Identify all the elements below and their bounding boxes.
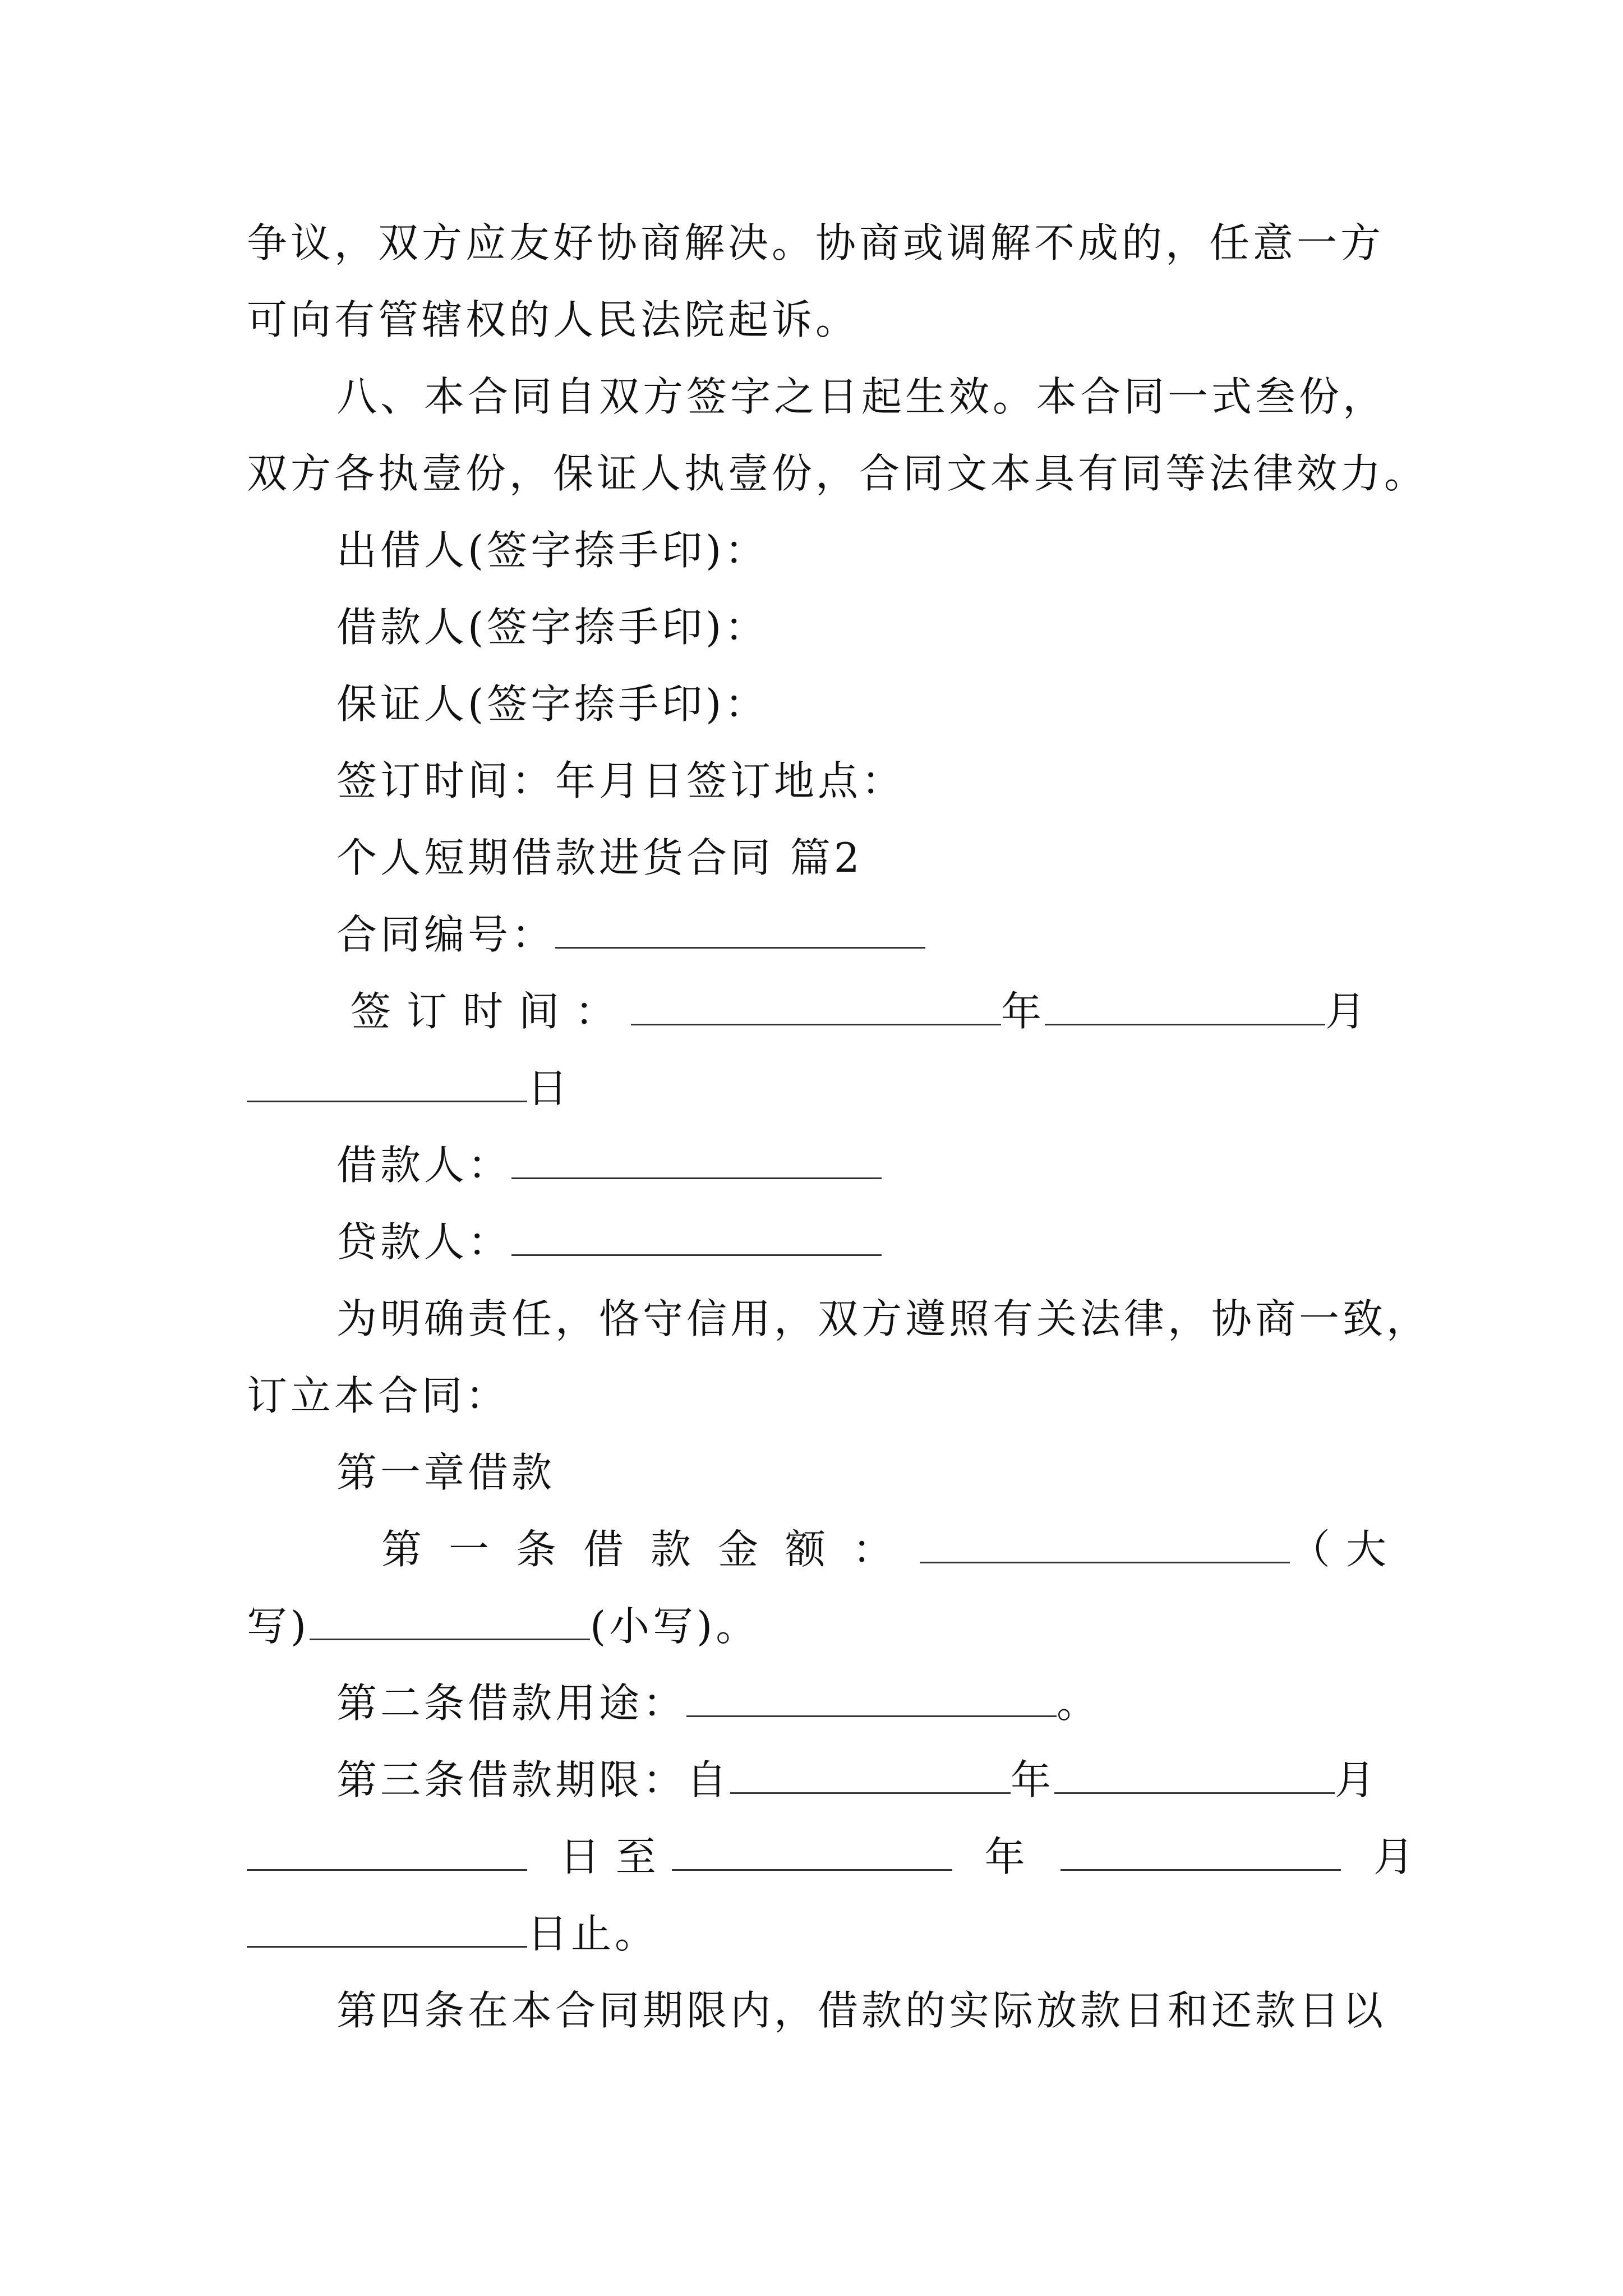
amount-upper-field[interactable] [920,1528,1290,1563]
amount-upper-label2: 写) [247,1603,310,1650]
contract-number-label: 合同编号： [336,911,556,958]
end-month-unit: 月 [1373,1833,1418,1880]
intro-line: 订立本合同： [247,1372,510,1419]
article-2-line [247,1665,1396,1742]
article-4-line: 第四条在本合同期限内，借款的实际放款日和还款日以 [336,1987,1387,2034]
guarantor-signature-line: 保证人(签字捺手印)： [336,680,769,728]
end-day-unit: 日止。 [527,1910,659,1957]
loan-purpose-field[interactable] [686,1682,1057,1717]
text-line: 可向有管辖权的人民法院起诉。 [247,296,860,343]
sign-day-field[interactable] [247,1067,527,1102]
article-1-line [247,1511,1403,1588]
article-3-line3 [247,1895,1396,1972]
article-3-label: 第三条借款期限：自 [336,1756,731,1803]
section-title: 个人短期借款进货合同 篇2 [336,834,863,881]
sign-year-unit: 年 [1001,988,1045,1035]
sign-day-line [247,1050,1396,1127]
borrower-label: 借款人： [336,1142,512,1189]
contract-number-field[interactable] [555,913,925,949]
contract-number-line [247,896,1396,973]
lender-label: 贷款人： [336,1218,512,1266]
article-1-label: 第一条借款金额： [381,1526,920,1573]
article-2-label: 第二条借款用途： [336,1680,687,1727]
intro-line: 为明确责任，恪守信用，双方遵照有关法律，协商一致， [336,1295,1431,1342]
amount-lower-field[interactable] [310,1605,590,1640]
end-year-unit: 年 [984,1833,1029,1880]
sign-month-field[interactable] [1045,990,1325,1025]
sign-year-field[interactable] [631,990,1001,1025]
sign-time-label: 签订时间： [351,988,631,1035]
end-day-field[interactable] [247,1912,527,1948]
article-3-line2 [247,1819,1418,1895]
article-2-end: 。 [1057,1680,1101,1727]
lender-line [247,1204,1396,1281]
article-1-line2 [247,1588,1396,1665]
sign-time-place-line: 签订时间：年月日签订地点： [336,757,906,804]
article-3-line [247,1742,1396,1819]
borrower-signature-line: 借款人(签字捺手印)： [336,604,769,651]
lender-field[interactable] [511,1221,882,1256]
chapter-title: 第一章借款 [336,1449,556,1496]
end-year-field[interactable] [672,1835,952,1871]
sign-time-line [247,973,1396,1050]
start-month-unit: 月 [1335,1756,1379,1803]
amount-lower-label: (小写)。 [590,1603,760,1650]
amount-upper-label: （大 [1290,1526,1403,1573]
text-line: 争议，双方应友好协商解决。协商或调解不成的，任意一方 [247,219,1385,266]
start-year-field[interactable] [730,1759,1011,1794]
start-year-unit: 年 [1011,1756,1055,1803]
text-line: 八、本合同自双方签字之日起生效。本合同一式叁份， [336,373,1387,420]
contract-text [247,205,1431,2049]
borrower-line [247,1127,1396,1204]
day-to-label: 日至 [559,1833,672,1880]
start-day-field[interactable] [247,1835,527,1871]
sign-month-unit: 月 [1325,988,1370,1035]
text-line: 双方各执壹份，保证人执壹份，合同文本具有同等法律效力。 [247,450,1428,497]
lender-signature-line: 出借人(签字捺手印)： [336,527,769,574]
borrower-field[interactable] [511,1144,882,1179]
sign-day-unit: 日 [527,1065,571,1112]
start-month-field[interactable] [1054,1759,1335,1794]
end-month-field[interactable] [1061,1835,1341,1871]
